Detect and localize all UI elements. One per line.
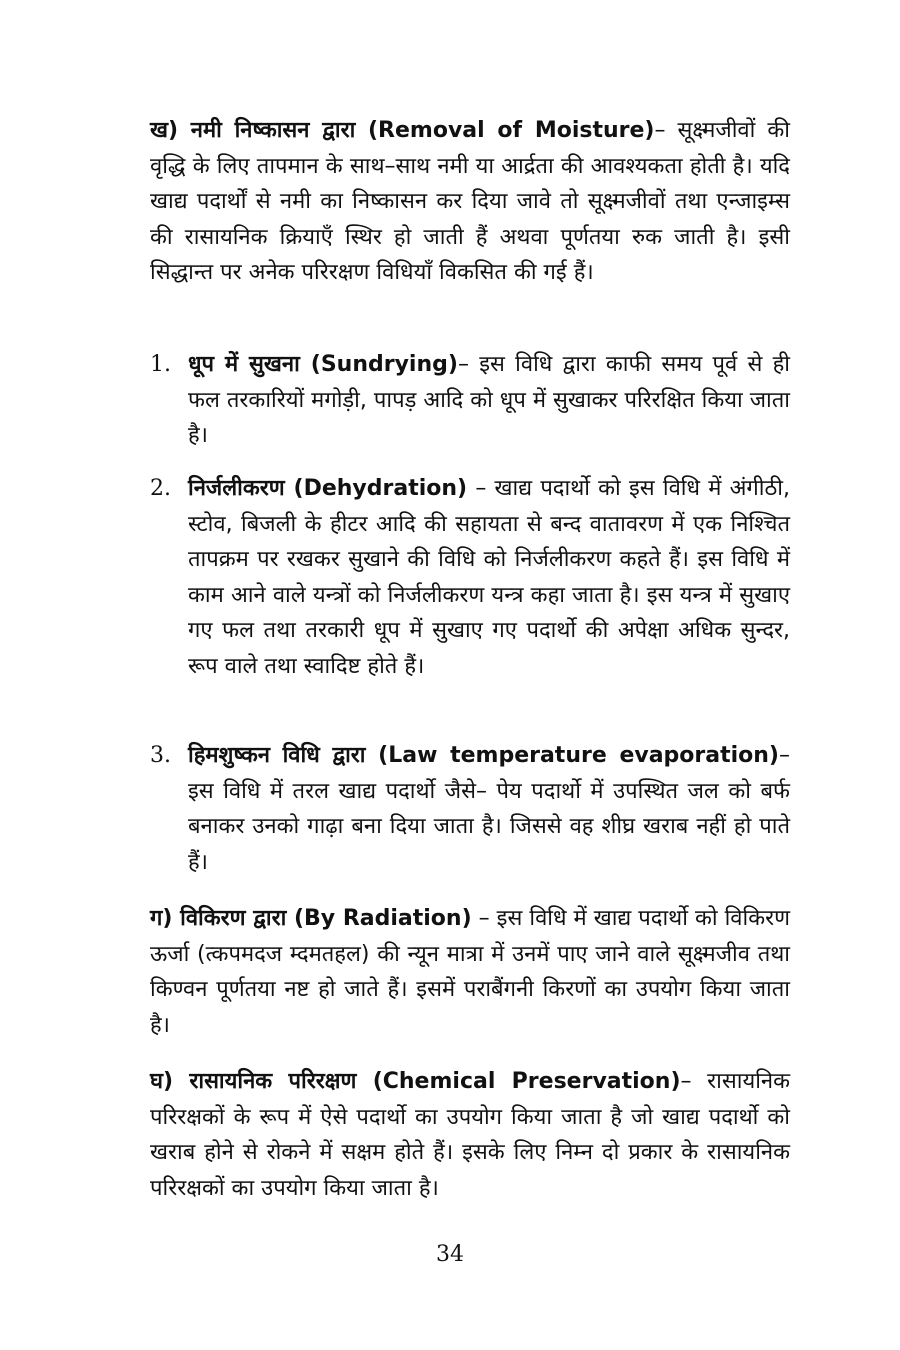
list-item-heading: धूप में सुखना (Sundrying) xyxy=(188,352,458,377)
list-item-text: – खाद्य पदार्थो को इस विधि में अंगीठी, स्टोव, बिजली के हीटर आदि की सहायता से बन्द वातावरण में एक निश्चित तापक्रम पर रखकर सुखाने की विधि को निर्जलीकरण कहते हैं। इस विधि में काम आने वाले यन्त्रों को निर्जलीकरण यन्त्र कहा जाता है। इस यन्त्र में सुखाए गए फल तथा तरकारी धूप में सुखाए गए पदार्थो की अपेक्षा अधिक सुन्दर, रूप वाले तथा स्वादिष्ट होते हैं। xyxy=(188,476,790,679)
list-item-number: 1. xyxy=(150,352,171,377)
list-item-text: – इस विधि में तरल खाद्य पदार्थो जैसे– पेय पदार्थो में उपस्थित जल को बर्फ बनाकर उनको गाढ़ा बना दिया जाता है। जिससे वह शीघ्र खराब नहीं हो पाते हैं। xyxy=(188,743,790,875)
list-item-number: 3. xyxy=(150,743,171,768)
list-item-heading: हिमशुष्कन विधि द्वारा (Law temperature evaporation) xyxy=(188,743,779,768)
section-kha-text: – सूक्ष्मजीवों की वृद्धि के लिए तापमान के साथ–साथ नमी या आर्द्रता की आवश्यकता होती है। यदि खाद्य पदार्थों से नमी का निष्कासन कर दिया जावे तो सूक्ष्मजीवों तथा एन्जाइम्स की रासायनिक क्रियाएँ स्थिर हो जाती हैं अथवा पूर्णतया रुक जाती है। इसी सिद्धान्त पर अनेक परिरक्षण विधियाँ विकसित की गई हैं। xyxy=(150,118,790,285)
section-ga-text: – इस विधि में खाद्य पदार्थो को विकिरण ऊर्जा (त्कपमदज म्दमतहल) की न्यून मात्रा में उनमें पाए जाने वाले सूक्ष्मजीव तथा किण्वन पूर्णतया नष्ट हो जाते हैं। इसमें पराबैंगनी किरणों का उपयोग किया जाता है। xyxy=(150,906,790,1038)
section-gha-text: – रासायनिक परिरक्षकों के रूप में ऐसे पदार्थो का उपयोग किया जाता है जो खाद्य पदार्थो को खराब होने से रोकने में सक्षम होते हैं। इसके लिए निम्न दो प्रकार के रासायनिक परिरक्षकों का उपयोग किया जाता है। xyxy=(150,1069,791,1201)
section-kha-heading: ख) नमी निष्कासन द्वारा (Removal of Moisture) xyxy=(150,118,655,143)
section-gha-paragraph xyxy=(150,1064,790,1206)
section-kha-paragraph xyxy=(150,113,790,291)
list-item-heading: निर्जलीकरण (Dehydration) xyxy=(188,476,468,501)
list-item-dehydration xyxy=(150,471,790,684)
page-number: 34 xyxy=(436,1242,464,1267)
list-item-low-temperature-evaporation xyxy=(150,738,790,880)
list-item-number: 2. xyxy=(150,476,171,501)
section-gha-heading: घ) रासायनिक परिरक्षण (Chemical Preservation) xyxy=(150,1069,681,1094)
section-ga-heading: ग) विकिरण द्वारा (By Radiation) xyxy=(150,906,472,931)
list-item-sundrying xyxy=(150,347,790,454)
list-item-text: – इस विधि द्वारा काफी समय पूर्व से ही फल तरकारियों मगोड़ी, पापड़ आदि को धूप में सुखाकर परिरक्षित किया जाता है। xyxy=(188,352,790,448)
section-ga-paragraph xyxy=(150,901,790,1043)
